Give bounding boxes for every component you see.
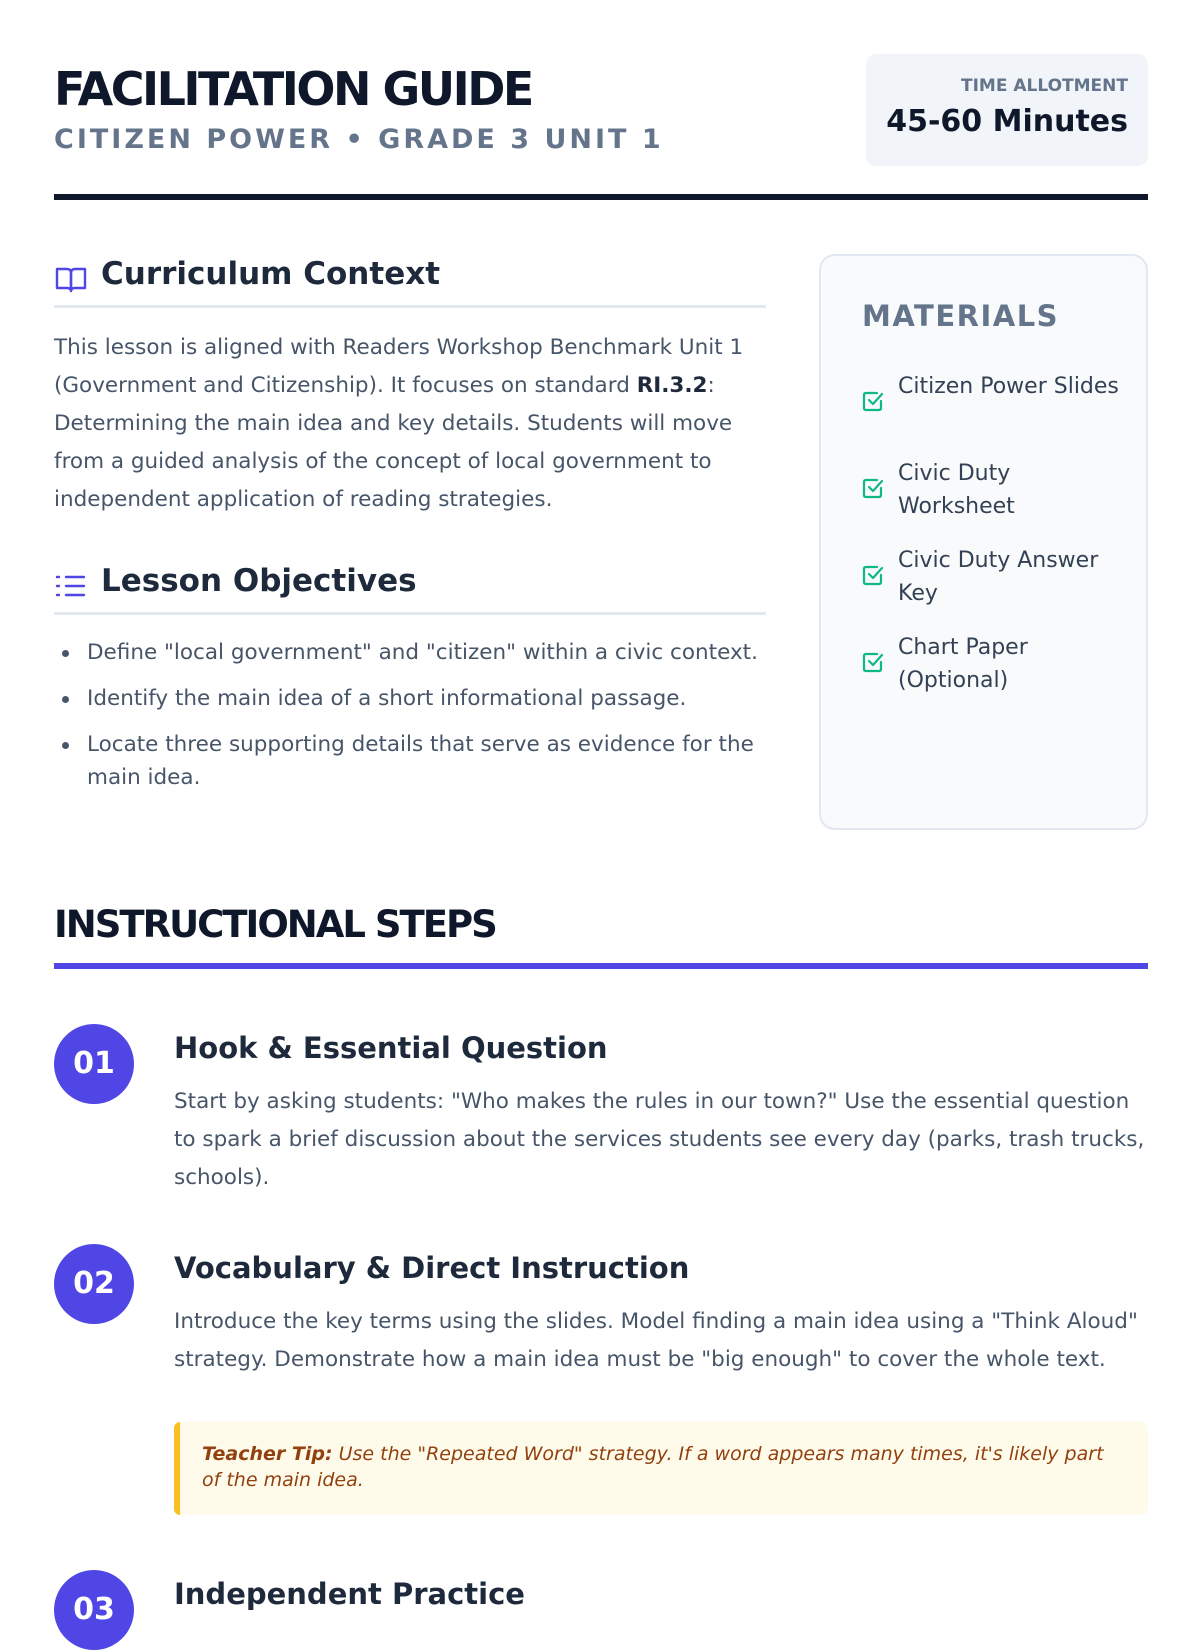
curriculum-context-heading xyxy=(54,254,766,308)
list-item xyxy=(862,544,1122,631)
section-title: Curriculum Context xyxy=(101,256,441,292)
material-label: Citizen Power Slides xyxy=(898,374,1119,399)
material-label: Chart Paper (Optional) xyxy=(898,635,1028,693)
materials-list xyxy=(862,370,1122,718)
teacher-tip-label: Teacher Tip: xyxy=(202,1443,333,1465)
page-subtitle: CITIZEN POWER • GRADE 3 UNIT 1 xyxy=(54,124,664,155)
teacher-tip-callout xyxy=(174,1422,1148,1515)
step-number-badge: 02 xyxy=(54,1244,134,1324)
instructional-steps-title: INSTRUCTIONAL STEPS xyxy=(54,903,496,946)
step-description: Start by asking students: "Who makes the rules in our town?" Use the essential question to spark a brief discussion about the services students see every day (parks, trash trucks, schools). xyxy=(174,1089,1145,1190)
list-icon xyxy=(54,569,88,603)
material-label: Civic Duty Answer Key xyxy=(898,548,1099,606)
page-title: FACILITATION GUIDE xyxy=(54,62,532,116)
teacher-tip-text: Use the "Repeated Word" strategy. If a word appears many times, it's likely part of the main idea. xyxy=(202,1443,1104,1491)
materials-title: MATERIALS xyxy=(862,299,1060,333)
time-allotment-card xyxy=(866,54,1148,166)
checkbox-check-icon xyxy=(862,390,884,412)
step-description: Introduce the key terms using the slides. Model finding a main idea using a "Think Aloud" strategy. Demonstrate how a main idea must be "big enough" to cover the whole text. xyxy=(174,1309,1138,1372)
step-number-badge: 03 xyxy=(54,1570,134,1650)
list-item: Identify the main idea of a short informational passage. xyxy=(54,682,766,715)
lesson-objectives-heading xyxy=(54,561,766,615)
objectives-list xyxy=(54,636,766,807)
list-item xyxy=(862,370,1122,457)
list-item: Define "local government" and "citizen" within a civic context. xyxy=(54,636,766,669)
guide-header xyxy=(54,54,1148,200)
section-divider xyxy=(54,963,1148,969)
step-title: Vocabulary & Direct Instruction xyxy=(174,1251,690,1285)
curriculum-context-text: This lesson is aligned with Readers Workshop Benchmark Unit 1 (Government and Citizenship). It focuses on standard RI.3.2: Determining the main idea and key details. Students will move from a guided analysis of the concept of local government to independent application of reading strategies. xyxy=(54,335,744,512)
time-allotment-label: TIME ALLOTMENT xyxy=(961,76,1128,96)
standard-code: RI.3.2 xyxy=(636,373,708,398)
checkbox-check-icon xyxy=(862,564,884,586)
list-item xyxy=(862,457,1122,544)
materials-card xyxy=(819,254,1148,830)
step-title: Hook & Essential Question xyxy=(174,1031,608,1065)
section-title: Lesson Objectives xyxy=(101,563,417,599)
time-allotment-value: 45-60 Minutes xyxy=(886,104,1128,139)
list-item: Locate three supporting details that serve as evidence for the main idea. xyxy=(54,728,766,794)
list-item xyxy=(862,631,1122,718)
material-label: Civic Duty Worksheet xyxy=(898,461,1015,519)
step-number-badge: 01 xyxy=(54,1024,134,1104)
book-open-icon xyxy=(54,262,88,296)
checkbox-check-icon xyxy=(862,651,884,673)
checkbox-check-icon xyxy=(862,477,884,499)
step-title: Independent Practice xyxy=(174,1577,525,1611)
